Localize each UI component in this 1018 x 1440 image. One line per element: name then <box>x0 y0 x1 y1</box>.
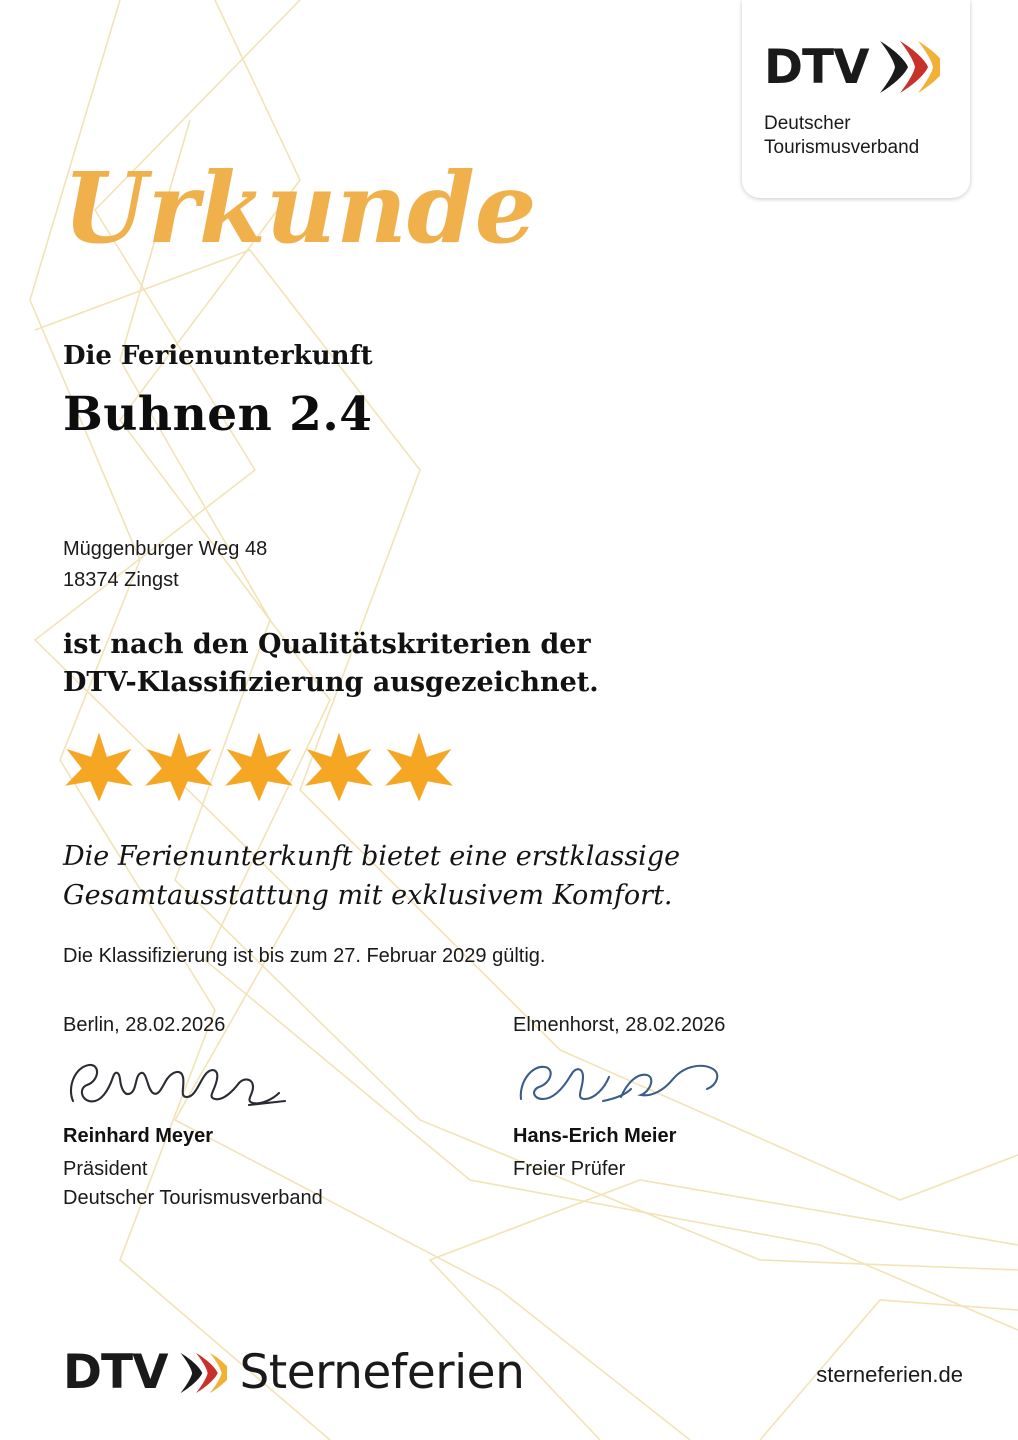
certificate-content <box>63 0 963 1213</box>
footer-brand-word: Sterneferien <box>239 1345 525 1400</box>
double-chevron-icon <box>179 1350 227 1396</box>
star-rating <box>63 731 963 803</box>
signature-place-date: Elmenhorst, 28.02.2026 <box>513 1013 726 1036</box>
award-statement-line-2: DTV-Klassifizierung ausgezeichnet. <box>63 667 599 699</box>
award-statement <box>63 626 963 703</box>
dtv-name-line2: Tourismusverband <box>764 137 920 159</box>
signature-name: Reinhard Meyer <box>63 1124 214 1147</box>
star-icon <box>383 731 455 803</box>
address-line-1: Müggenburger Weg 48 <box>63 538 268 560</box>
quality-description-line-1: Die Ferienunterkunft bietet eine erstklassige <box>63 840 681 872</box>
signature-role <box>63 1155 513 1213</box>
page-title: Urkunde <box>63 151 537 265</box>
star-icon <box>223 731 295 803</box>
dtv-abbreviation: DTV <box>764 39 869 95</box>
signature-role-line-1: Präsident <box>63 1157 148 1180</box>
address-line-2: 18374 Zingst <box>63 569 179 591</box>
signature-role-line-1: Freier Prüfer <box>513 1157 626 1180</box>
validity-note: Die Klassifizierung ist bis zum 27. Februar 2029 gültig. <box>63 944 546 967</box>
star-icon <box>303 731 375 803</box>
award-statement-line-1: ist nach den Qualitätskriterien der <box>63 629 591 660</box>
signature-role-line-2: Deutscher Tourismusverband <box>63 1186 323 1209</box>
footer-brand <box>63 1345 525 1400</box>
handwritten-signature-icon <box>63 1049 513 1123</box>
footer <box>63 1345 963 1400</box>
quality-description <box>63 837 963 915</box>
signature-block-president <box>63 1014 513 1213</box>
object-name: Buhnen 2.4 <box>63 387 373 442</box>
dtv-name-line1: Deutscher <box>764 113 851 134</box>
star-icon <box>143 731 215 803</box>
handwritten-signature-icon <box>513 1049 943 1123</box>
signature-name: Hans-Erich Meier <box>513 1124 677 1147</box>
star-icon <box>63 731 135 803</box>
address-block <box>63 534 963 596</box>
quality-description-line-2: Gesamtausstattung mit exklusivem Komfort. <box>63 879 673 911</box>
intro-label: Die Ferienunterkunft <box>63 341 373 371</box>
footer-url: sterneferien.de <box>816 1362 963 1387</box>
signature-block-inspector <box>513 1014 943 1213</box>
signature-row <box>63 1014 963 1213</box>
footer-dtv-abbreviation: DTV <box>63 1345 168 1400</box>
signature-role <box>513 1155 943 1184</box>
signature-place-date: Berlin, 28.02.2026 <box>63 1013 226 1036</box>
